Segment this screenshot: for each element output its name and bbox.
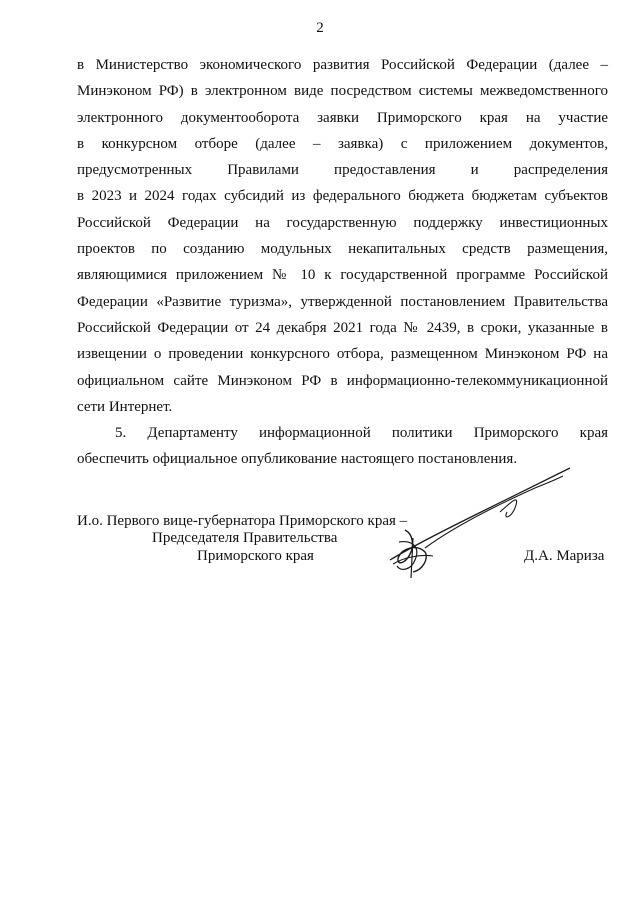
paragraph-1-line: Минэконом РФ) в электронном виде посредством системы межведомственного [77, 83, 608, 100]
page-number: 2 [316, 20, 324, 36]
paragraph-1-line: являющимися приложением № 10 к государственной программе Российской [77, 267, 608, 284]
signatory-name: Д.А. Мариза [524, 548, 605, 564]
paragraph-1-line: Федерации «Развитие туризма», утвержденной постановлением Правительства [77, 293, 608, 310]
paragraph-1-line: Российской Федерации от 24 декабря 2021 года № 2439, в сроки, указанные в [77, 319, 608, 336]
paragraph-2-line: 5. Департаменту информационной политики Приморского края [115, 425, 608, 442]
paragraph-1-line: предусмотренных Правилами предоставления и распределения [77, 162, 608, 179]
paragraph-1-line: в 2023 и 2024 годах субсидий из федерального бюджета бюджетам субъектов [77, 188, 608, 205]
paragraph-1-line: извещении о проведении конкурсного отбора, размещенном Минэконом РФ на [77, 346, 608, 363]
paragraph-1-line: электронного документооборота заявки Приморского края на участие [77, 109, 608, 126]
paragraph-1-line: официальном сайте Минэконом РФ в информационно-телекоммуникационной [77, 372, 608, 389]
signatory-position-line: И.о. Первого вице-губернатора Приморского края – [77, 513, 408, 529]
handwritten-signature [385, 460, 575, 590]
paragraph-1-line: Российской Федерации на государственную поддержку инвестиционных [77, 214, 608, 231]
signatory-position-line: Председателя Правительства [152, 530, 338, 546]
paragraph-1-line: в конкурсном отборе (далее – заявка) с приложением документов, [77, 135, 608, 152]
paragraph-1-line: сети Интернет. [77, 398, 173, 415]
paragraph-1-line: проектов по созданию модульных некапитальных средств размещения, [77, 241, 608, 258]
paragraph-1-line: в Министерство экономического развития Российской Федерации (далее – [77, 57, 608, 73]
document-body [77, 52, 608, 473]
signatory-position-line: Приморского края [197, 548, 314, 564]
paragraph-2-line: обеспечить официальное опубликование настоящего постановления. [77, 451, 518, 468]
